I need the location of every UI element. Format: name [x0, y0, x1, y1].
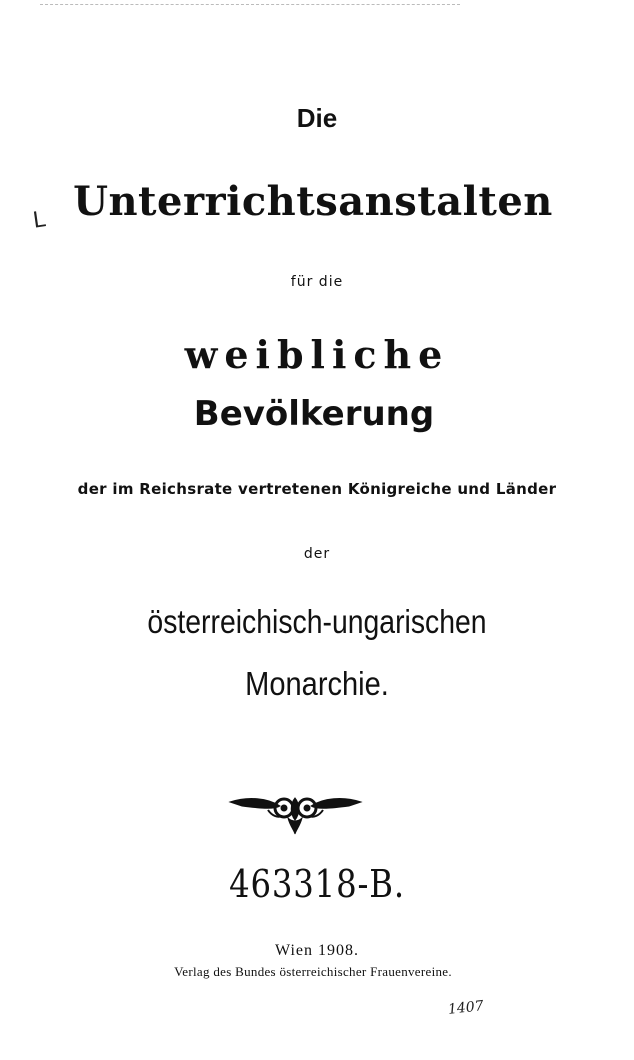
title-weibliche: weibliche [184, 332, 450, 377]
library-shelfmark-stamp: 463318-B. [229, 862, 405, 906]
subtitle-reichsrat: der im Reichsrate vertretenen Königreiche und Länder [77, 480, 557, 498]
subtitle-der: der [303, 546, 331, 562]
margin-pencil-mark: L [31, 207, 47, 234]
top-edge-line [40, 4, 460, 6]
handwritten-number: 1407 [447, 998, 485, 1018]
imprint-publisher: Verlag des Bundes österreichischer Frauenvereine. [174, 964, 452, 979]
imprint-place-year: Wien 1908. [274, 942, 359, 959]
subtitle-monarchie: Monarchie. [245, 665, 389, 702]
title-fuer-die: für die [290, 274, 344, 290]
title-unterrichtsanstalten: Unterrichtsanstalten [73, 178, 553, 225]
floral-vignette-icon [228, 788, 363, 836]
title-die: Die [296, 103, 338, 133]
subtitle-oesterreichisch: österreichisch-ungarischen [147, 603, 487, 640]
title-bevoelkerung: Bevölkerung [193, 394, 435, 434]
